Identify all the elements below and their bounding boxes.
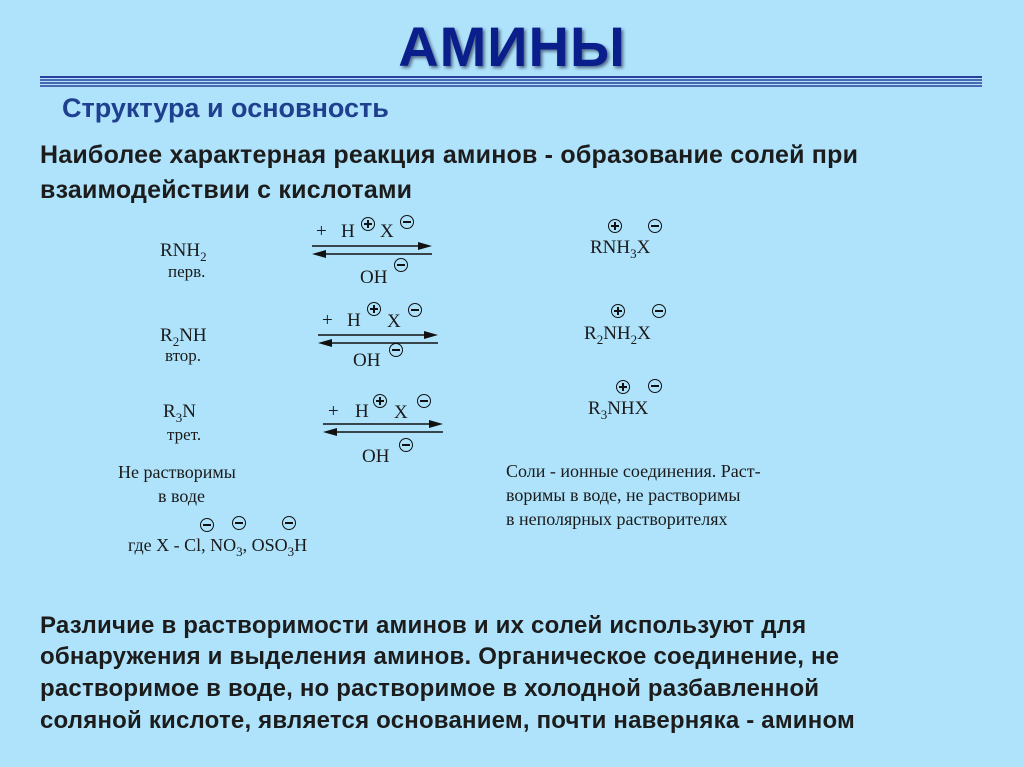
lead-line-1: Наиболее характерная реакция аминов - образование солей при xyxy=(40,141,859,169)
insoluble-note-line-1: Не растворимы xyxy=(118,462,236,482)
plus-charge-icon xyxy=(608,219,622,233)
acid-anion: X xyxy=(394,402,408,423)
footer-line-1: Различие в растворимости аминов и их солей используют для xyxy=(40,612,807,639)
footer-line-2: обнаружения и выделения аминов. Органическое соединение, не xyxy=(40,643,840,670)
section-subtitle: Структура и основность xyxy=(62,93,389,123)
secondary-amine-label: втор. xyxy=(165,346,202,365)
plus-charge-icon xyxy=(611,304,625,318)
minus-charge-icon xyxy=(652,304,666,318)
acid-proton: H xyxy=(341,221,355,242)
equilibrium-arrows-icon xyxy=(321,420,446,436)
equilibrium-arrows-icon xyxy=(310,242,435,258)
minus-charge-icon xyxy=(200,518,214,532)
hydroxide-reagent: OH xyxy=(353,350,381,371)
lead-line-2: взаимодействии с кислотами xyxy=(40,176,413,204)
salts-note-line-1: Соли - ионные соединения. Раст- xyxy=(506,461,761,481)
slide-title: АМИНЫ xyxy=(398,15,626,78)
anion-definition: где X - Cl, $NO_3$, $OSO_3H$ xyxy=(128,535,308,559)
minus-charge-icon xyxy=(399,438,413,452)
plus-charge-icon xyxy=(616,380,630,394)
salts-note-line-2: воримы в воде, не растворимы xyxy=(506,485,741,505)
minus-charge-icon xyxy=(648,379,662,393)
acid-proton: H xyxy=(355,401,369,422)
acid-plus-sign: + xyxy=(322,310,333,331)
plus-charge-icon xyxy=(367,302,381,316)
insoluble-note-line-2: в воде xyxy=(158,486,206,506)
acid-anion: X xyxy=(387,311,401,332)
secondary-amine-formula: $R_2NH$ xyxy=(160,325,207,349)
title-underline xyxy=(40,76,982,88)
minus-charge-icon xyxy=(389,343,403,357)
hydroxide-reagent: OH xyxy=(362,446,390,467)
plus-charge-icon xyxy=(373,394,387,408)
minus-charge-icon xyxy=(408,303,422,317)
acid-plus-sign: + xyxy=(328,401,339,422)
plus-charge-icon xyxy=(361,217,375,231)
primary-amine-label: перв. xyxy=(168,262,206,281)
acid-proton: H xyxy=(347,310,361,331)
acid-plus-sign: + xyxy=(316,221,327,242)
acid-anion: X xyxy=(380,221,394,242)
tertiary-amine-formula: $R_3N$ xyxy=(163,401,196,425)
secondary-ammonium-salt: $R_2NH_2X$ xyxy=(584,323,651,347)
minus-charge-icon xyxy=(417,394,431,408)
minus-charge-icon xyxy=(400,215,414,229)
minus-charge-icon xyxy=(282,516,296,530)
primary-amine-formula: $RNH_2$ xyxy=(160,240,207,264)
salts-note-line-3: в неполярных растворителях xyxy=(506,509,728,529)
hydroxide-reagent: OH xyxy=(360,267,388,288)
minus-charge-icon xyxy=(232,516,246,530)
equilibrium-arrows-icon xyxy=(316,331,441,347)
minus-charge-icon xyxy=(394,258,408,272)
minus-charge-icon xyxy=(648,219,662,233)
tertiary-ammonium-salt: $R_3NHX$ xyxy=(588,398,649,422)
tertiary-amine-label: трет. xyxy=(167,425,202,444)
primary-ammonium-salt: $RNH_3X$ xyxy=(590,237,651,261)
footer-line-4: соляной кислоте, является основанием, почти наверняка - амином xyxy=(40,707,855,734)
footer-line-3: растворимое в воде, но растворимое в холодной разбавленной xyxy=(40,675,820,702)
